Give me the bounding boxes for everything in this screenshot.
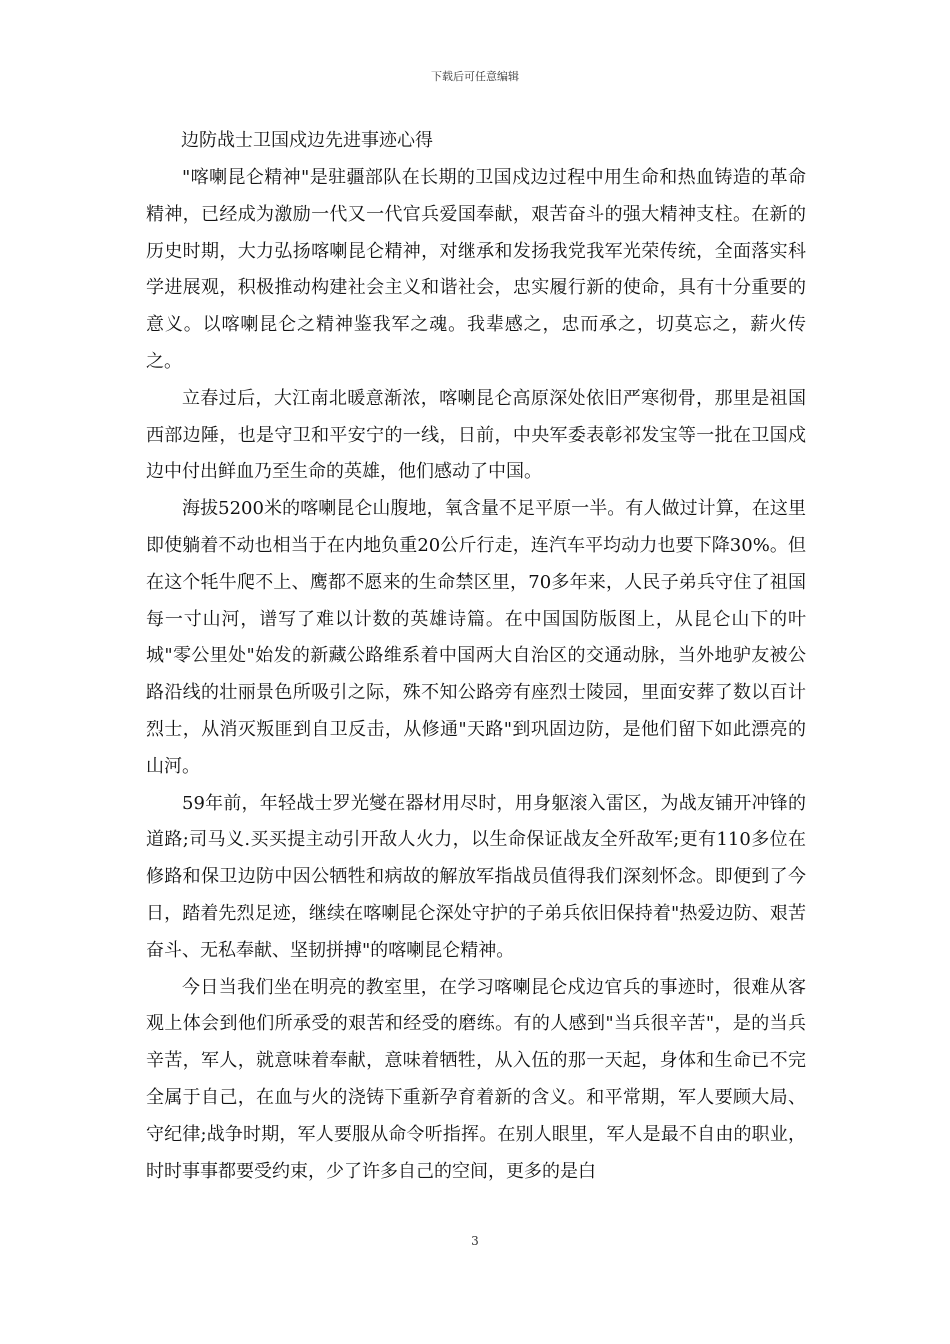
paragraph-3: 海拔5200米的喀喇昆仑山腹地，氧含量不足平原一半。有人做过计算，在这里即使躺着不动也相当于在内地负重20公斤行走，连汽车平均动力也要下降30%。但在这个牦牛爬不上、鹰都不愿来的生命禁区里，70多年来，人民子弟兵守住了祖国每一寸山河，谱写了难以计数的英雄诗篇。在中国国防版图上，从昆仑山下的叶城"零公里处"始发的新藏公路维系着中国两大自治区的交通动脉，当外地驴友被公路沿线的壮丽景色所吸引之际，殊不知公路旁有座烈士陵园，里面安葬了数以百计烈士，从消灭叛匪到自卫反击，从修通"天路"到巩固边防，是他们留下如此漂亮的山河。 [146,498,806,777]
paragraph-2: 立春过后，大江南北暖意渐浓，喀喇昆仑高原深处依旧严寒彻骨，那里是祖国西部边陲，也是守卫和平安宁的一线，日前，中央军委表彰祁发宝等一批在卫国戍边中付出鲜血乃至生命的英雄，他们感动了中国。 [146,387,806,483]
paragraph-5: 今日当我们坐在明亮的教室里，在学习喀喇昆仑戍边官兵的事迹时，很难从客观上体会到他们所承受的艰苦和经受的磨练。有的人感到"当兵很辛苦"，是的当兵辛苦，军人，就意味着奉献，意味着牺牲，从入伍的那一天起，身体和生命已不完全属于自己，在血与火的浇铸下重新孕育着新的含义。和平常期，军人要顾大局、守纪律;战争时期，军人要服从命令听指挥。在别人眼里，军人是最不自由的职业，时时事事都要受约束，少了许多自己的空间，更多的是白 [146,976,806,1182]
document-body [146,122,806,1190]
paragraph-4: 59年前，年轻战士罗光燮在器材用尽时，用身躯滚入雷区，为战友铺开冲锋的道路;司马义.买买提主动引开敌人火力，以生命保证战友全歼敌军;更有110多位在修路和保卫边防中因公牺牲和病故的解放军指战员值得我们深刻怀念。即便到了今日，踏着先烈足迹，继续在喀喇昆仑深处守护的子弟兵依旧保持着"热爱边防、艰苦奋斗、无私奉献、坚韧拼搏"的喀喇昆仑精神。 [146,792,806,961]
paragraph-1: "喀喇昆仑精神"是驻疆部队在长期的卫国戍边过程中用生命和热血铸造的革命精神，已经成为激励一代又一代官兵爱国奉献，艰苦奋斗的强大精神支柱。在新的历史时期，大力弘扬喀喇昆仑精神，对继承和发扬我党我军光荣传统，全面落实科学进展观，积极推动构建社会主义和谐社会，忠实履行新的使命，具有十分重要的意义。以喀喇昆仑之精神鉴我军之魂。我辈感之，忠而承之，切莫忘之，薪火传之。 [146,167,806,372]
page-number: 3 [471,1234,479,1248]
document-title: 边防战士卫国戍边先进事迹心得 [181,130,433,151]
page-header: 下载后可任意编辑 [431,70,519,83]
